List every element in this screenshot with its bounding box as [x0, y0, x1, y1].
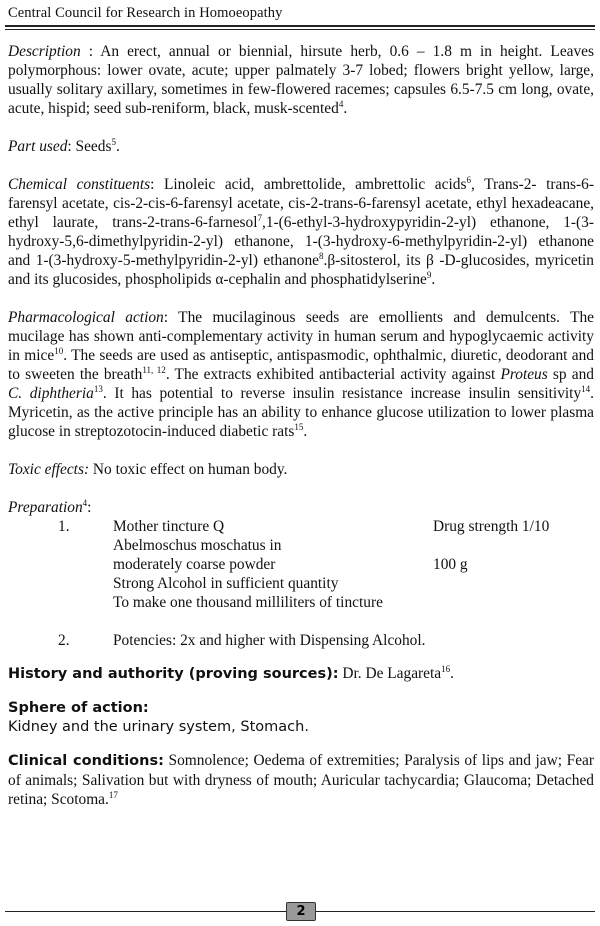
pharmacological-paragraph — [8, 308, 594, 441]
prep-mother-tincture: Mother tincture Q — [113, 518, 225, 535]
period: . — [115, 138, 120, 155]
preparation-list — [8, 517, 594, 650]
page-body — [8, 42, 594, 809]
ref-16: 16 — [441, 663, 451, 674]
prep-row — [8, 631, 594, 650]
ref-9: 9 — [426, 269, 432, 280]
toxic-label: Toxic effects: — [8, 461, 90, 478]
history-paragraph — [8, 664, 594, 684]
prep-volume: To make one thousand milliliters of tincture — [113, 594, 383, 611]
description-text: : An erect, annual or biennial, hirsute herb, 0.6 – 1.8 m in height. Leaves polymorphous: lower ovate, acute; upper palmately 3-7 lobed; flowers bright yellow, large, usually solitary axillary, sometimes in few-flowered racemes; capsules 6.5-7.5 cm long, ovate, acute, hispid; seed sub-reniform, black, musk-scented — [8, 43, 594, 117]
header-rule — [5, 25, 595, 27]
pharma-text-1: : The mucilaginous seeds are emollients and demulcents. The mucilage has shown anti-complementary activity in human serum and hypoglycaemic activity in mice — [8, 309, 594, 364]
ref-4: 4 — [82, 497, 88, 508]
pharma-text-4: sp and — [547, 366, 594, 383]
organism-c-diphtheria: C. diphtheria — [8, 385, 94, 402]
prep-number-1: 1. — [58, 518, 70, 535]
pharma-text-2: . The seeds are used as antiseptic, antispasmodic, ophthalmic, diuretic, deodorant and to sweeten the breath — [8, 347, 594, 383]
part-used-text: : Seeds — [67, 138, 112, 155]
ref-11-12: 11, 12 — [142, 364, 166, 375]
part-used-paragraph — [8, 137, 594, 156]
page-number: 2 — [286, 902, 316, 921]
pharma-text-6: . Myricetin, as the active principle has an ability to enhance glucose utilization to lower plasma glucose in streptozotocin-induced diabetic rats — [8, 385, 594, 440]
chemical-text-4: .β-sitosterol, its β -D-glucosides, myricetin and its glucosides, phospholipids α-cephalin and phosphatidylserine — [8, 252, 594, 288]
pharma-text-3: . The extracts exhibited antibacterial activity against — [165, 366, 501, 383]
ref-13: 13 — [93, 383, 103, 394]
ref-10: 10 — [54, 345, 64, 356]
prep-row — [8, 574, 594, 593]
chemical-text-2: , Trans-2- trans-6-farensyl acetate, cis-2-cis-6-farensyl acetate, cis-2-trans-6-farensyl acetate, ethyl hexadeacane, ethyl laurate, trans-2-trans-6-farnesol — [8, 176, 594, 231]
clinical-label: Clinical conditions: — [8, 753, 164, 769]
sphere-label: Sphere of action: — [8, 700, 149, 716]
prep-species: Abelmoschus moschatus in — [113, 537, 282, 554]
part-used-label: Part used — [8, 138, 68, 155]
prep-row — [8, 517, 594, 536]
pharmacological-label: Pharmacological action — [8, 309, 164, 326]
chemical-text-1: : Linoleic acid, ambrettolide, ambrettolic acids — [150, 176, 467, 193]
clinical-text: Somnolence; Oedema of extremities; Paralysis of lips and jaw; Fear of animals; Salivation but with dryness of mouth; Auricular tachycardia; Glaucoma; Detached retina; Scotoma. — [8, 752, 594, 808]
ref-15: 15 — [294, 421, 304, 432]
ref-8: 8 — [318, 250, 324, 261]
toxic-effects-paragraph — [8, 460, 594, 479]
history-label: History and authority (proving sources): — [8, 666, 339, 682]
description-paragraph — [8, 42, 594, 118]
prep-row — [8, 593, 594, 612]
ref-14: 14 — [581, 383, 591, 394]
organism-proteus: Proteus — [500, 366, 548, 383]
header-rule-thin — [5, 29, 595, 30]
chemical-text-3: ,1-(6-ethyl-3-hydroxypyridin-2-yl) ethanone, 1-(3-hydroxy-5,6-dimethylpyridin-2-yl) ethanone, 1-(3-hydroxy-6-methylpyridin-2-yl) ethanone and 1-(3-hydroxy-5-methylpyridin-2-yl) ethanone — [8, 214, 594, 269]
running-header: Central Council for Research in Homoeopathy — [8, 5, 283, 21]
period: . — [450, 665, 454, 682]
chemical-label: Chemical constituents — [8, 176, 151, 193]
period: . — [303, 423, 308, 440]
sphere-text: Kidney and the urinary system, Stomach. — [8, 719, 309, 735]
ref-17: 17 — [108, 789, 118, 800]
colon: : — [87, 499, 92, 516]
prep-potencies: Potencies: 2x and higher with Dispensing Alcohol. — [113, 632, 426, 649]
preparation-label: Preparation — [8, 499, 83, 516]
prep-powder: moderately coarse powder — [113, 556, 276, 573]
prep-drug-strength: Drug strength 1/10 — [433, 518, 550, 535]
prep-row — [8, 536, 594, 555]
description-label: Description — [8, 43, 81, 60]
prep-alcohol: Strong Alcohol in sufficient quantity — [113, 575, 339, 592]
prep-number-2: 2. — [58, 632, 70, 649]
history-text: Dr. De Lagareta — [338, 665, 442, 682]
ref-4: 4 — [338, 98, 344, 109]
clinical-paragraph — [8, 751, 594, 809]
period: . — [431, 271, 436, 288]
ref-5: 5 — [111, 136, 116, 147]
chemical-constituents-paragraph — [8, 175, 594, 289]
prep-row — [8, 555, 594, 574]
pharma-text-5: . It has potential to reverse insulin resistance increase insulin sensitivity — [102, 385, 582, 402]
toxic-text: No toxic effect on human body. — [89, 461, 288, 478]
sphere-heading — [8, 698, 594, 718]
preparation-heading — [8, 498, 594, 517]
period: . — [343, 100, 348, 117]
prep-amount: 100 g — [433, 556, 468, 573]
ref-7: 7 — [257, 212, 262, 223]
ref-6: 6 — [466, 174, 471, 185]
